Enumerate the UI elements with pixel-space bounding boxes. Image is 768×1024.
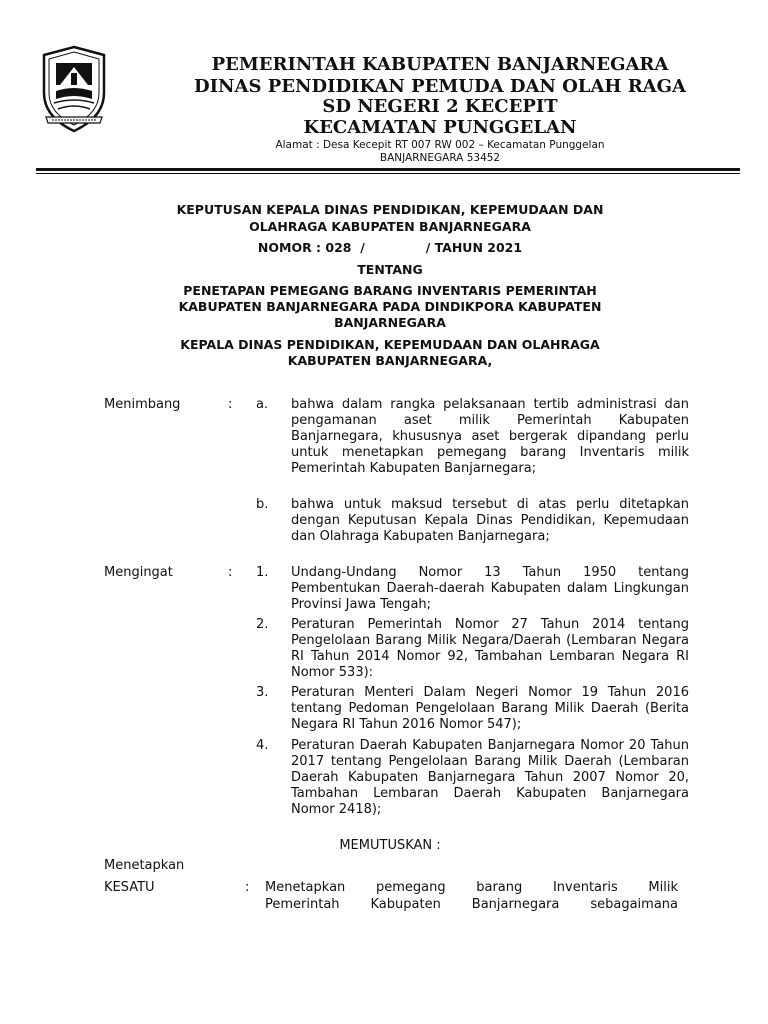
decree-tentang: TENTANG: [357, 262, 423, 277]
menimbang-marker-a: a.: [256, 397, 269, 412]
decree-number: NOMOR : 028 / / TAHUN 2021: [257, 240, 523, 255]
mengingat-item-4: Peraturan Daerah Kabupaten Banjarnegara Nomor 20 Tahun 2017 tentang Pengelolaan Barang Milik Daerah (Lembaran Daerah Kabupaten Banjarnegara Tahun 2007 Nomor 20, Tambahan Lembaran Daerah Kabupaten Banjarnegara Nomor 2418);: [291, 738, 689, 817]
decree-subject-line-2: KABUPATEN BANJARNEGARA PADA DINDIKPORA KABUPATEN: [178, 299, 602, 314]
menimbang-item-a: bahwa dalam rangka pelaksanaan tertib administrasi dan pengamanan aset milik Pemerintah Kabupaten Banjarnegara, khususnya aset bergerak dipandang perlu untuk menetapkan pemegang barang Inventaris milik Pemerintah Kabupaten Banjarnegara;: [291, 397, 689, 476]
mengingat-item-2: Peraturan Pemerintah Nomor 27 Tahun 2014 tentang Pengelolaan Barang Milik Negara/Daerah (Lembaran Negara RI Tahun 2014 Nomor 92, Tambahan Lembaran Negara RI Nomor 533):: [291, 617, 689, 680]
regency-coat-of-arms-icon: [38, 45, 110, 133]
mengingat-marker-1: 1.: [256, 565, 269, 580]
kesatu-line-1: Menetapkan pemegang barang Inventaris Milik: [265, 880, 678, 895]
menetapkan-label: Menetapkan: [104, 858, 185, 873]
letterhead-line-4: KECAMATAN PUNGGELAN: [303, 117, 577, 138]
menimbang-label: Menimbang: [104, 397, 181, 412]
mengingat-label: Mengingat: [104, 565, 173, 580]
letterhead-line-3: SD NEGERI 2 KECEPIT: [322, 96, 558, 117]
mengingat-marker-3: 3.: [256, 685, 269, 700]
decree-official-line-1: KEPALA DINAS PENDIDIKAN, KEPEMUDAAN DAN OLAHRAGA: [180, 337, 600, 352]
mengingat-marker-4: 4.: [256, 738, 269, 753]
letterhead-address-1: Alamat : Desa Kecepit RT 007 RW 002 – Kecamatan Punggelan: [275, 139, 605, 151]
decree-title-line-2: OLAHRAGA KABUPATEN BANJARNEGARA: [249, 219, 531, 234]
kesatu-label: KESATU: [104, 880, 155, 895]
memutuskan-heading: MEMUTUSKAN :: [339, 838, 441, 853]
menimbang-colon: :: [228, 397, 233, 412]
letterhead-divider-thick: [36, 168, 740, 171]
decree-subject-line-3: BANJARNEGARA: [334, 315, 446, 330]
decree-subject-line-1: PENETAPAN PEMEGANG BARANG INVENTARIS PEMERINTAH: [183, 283, 597, 298]
letterhead-address-2: BANJARNEGARA 53452: [379, 152, 501, 164]
decree-official-line-2: KABUPATEN BANJARNEGARA,: [287, 353, 493, 368]
letterhead-line-1: PEMERINTAH KABUPATEN BANJARNEGARA: [211, 54, 669, 75]
mengingat-colon: :: [228, 565, 233, 580]
letterhead-line-2: DINAS PENDIDIKAN PEMUDA DAN OLAH RAGA: [194, 76, 686, 97]
mengingat-item-1: Undang-Undang Nomor 13 Tahun 1950 tentang Pembentukan Daerah-daerah Kabupaten dalam Lingkungan Provinsi Jawa Tengah;: [291, 565, 689, 612]
kesatu-colon: :: [245, 880, 250, 895]
mengingat-item-3: Peraturan Menteri Dalam Negeri Nomor 19 Tahun 2016 tentang Pedoman Pengelolaan Barang Milik Daerah (Berita Negara RI Tahun 2016 Nomor 547);: [291, 685, 689, 732]
decree-title-line-1: KEPUTUSAN KEPALA DINAS PENDIDIKAN, KEPEMUDAAN DAN: [176, 202, 604, 217]
kesatu-line-2: Pemerintah Kabupaten Banjarnegara sebagaimana: [265, 897, 678, 912]
menimbang-marker-b: b.: [256, 497, 269, 512]
menimbang-item-b: bahwa untuk maksud tersebut di atas perlu ditetapkan dengan Keputusan Kepala Dinas Pendidikan, Kepemudaan dan Olahraga Kabupaten Banjarnegara;: [291, 497, 689, 544]
mengingat-marker-2: 2.: [256, 617, 269, 632]
letterhead-divider-thin: [36, 173, 740, 174]
